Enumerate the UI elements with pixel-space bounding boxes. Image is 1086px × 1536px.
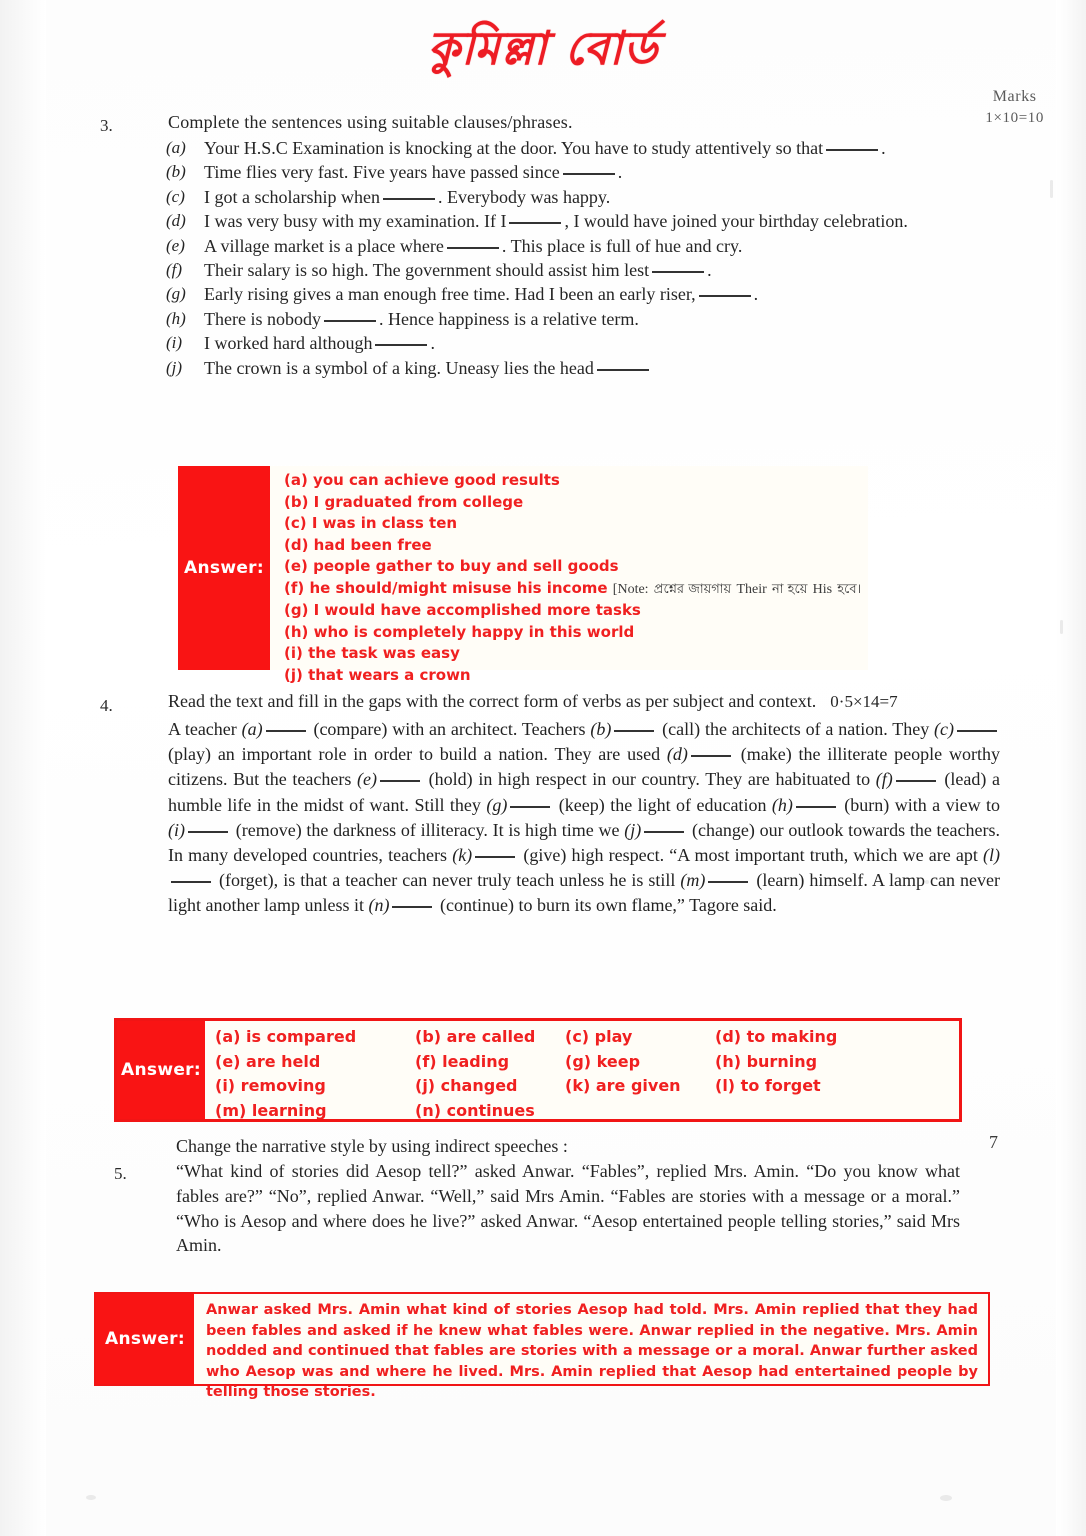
answer-note-bengali-3: হবে। [837,581,862,597]
answer-line-text: (i) the task was easy [284,644,460,663]
gap-label: (f) [875,769,893,790]
answer-note-keyword-his: His [812,581,833,597]
gap-label: (b) [590,719,612,740]
fill-in-blank [699,295,751,297]
fill-in-blank [266,730,306,732]
scan-speckle [940,1495,952,1501]
answer-content [205,1021,959,1119]
item-text-after: . [881,138,886,158]
item-text-after: . [430,333,435,354]
question-5-number: 5. [114,1164,127,1183]
question-3-item [160,186,920,209]
item-text-before: Their salary is so high. The government should assist him lest [204,259,650,280]
answer-line-text: (c) I was in class ten [284,514,458,533]
scan-speckle [1050,180,1053,198]
item-label: (j) [166,357,183,377]
fill-in-blank [510,806,550,808]
passage-text: (play) an important role in order to build a nation. They are used [168,744,667,765]
item-text-before: Your H.S.C Examination is knocking at the door. You have to study attentively so that [204,138,824,158]
passage-text: (make) the illiterate people worthy citizens. But the teachers [168,744,1000,790]
question-3 [100,112,920,381]
item-label: (c) [166,186,185,206]
answer-cell: (i) removing [215,1076,326,1096]
passage-text: (give) high respect. “A most important truth, which we are apt [518,844,984,865]
gap-label: (i) [168,819,185,840]
question-3-item [160,283,920,306]
gap-label: (j) [624,819,642,840]
fill-in-blank [796,806,836,808]
fill-in-blank [614,730,654,732]
answer-line [284,470,868,492]
gap-label: (g) [486,794,508,815]
answer-cell: (f) leading [415,1051,510,1071]
item-text-before: I got a scholarship when [204,186,380,207]
answer-label: Answer: [178,466,270,670]
answer-note-bengali-1: প্রশ্নের জায়গায় [653,581,732,597]
item-label: (b) [166,162,186,182]
question-4-number: 4. [100,696,113,715]
answer-box-question-5 [94,1292,990,1401]
item-label: (i) [166,333,183,353]
answer-line [284,665,868,687]
answer-cell-empty [715,1099,959,1123]
answer-note-keyword-their: Their [736,581,767,597]
answer-content: Anwar asked Mrs. Amin what kind of stories Aesop had told. Mrs. Amin replied that they had been fables and asked if he knew what fables were. Anwar replied in the negative. Mrs. Amin nodded and continued that fables are stories with a message or a moral. Anwar further asked who Aesop was and where he lived. Mrs. Amin replied that Aesop had entertained people by telling those stories. [206,1302,978,1401]
gap-label: (c) [934,719,955,740]
answer-line-text: (e) people gather to buy and sell goods [284,557,619,576]
answer-line [284,622,868,644]
answer-line-text: (j) that wears a crown [284,665,471,684]
board-title: কুমিল্লা বোর্ড [427,21,659,75]
gap-label: (m) [680,870,706,891]
gap-label: (l) [983,844,1001,865]
question-3-item [160,161,920,184]
answer-line [284,578,868,600]
answer-line [284,513,868,535]
fill-in-blank [188,831,228,833]
fill-in-blank [171,881,211,883]
question-3-item [160,210,920,233]
answer-line [284,535,868,557]
answer-cell: (e) are held [215,1051,321,1071]
fill-in-blank [447,247,499,249]
answer-cell: (g) keep [565,1051,641,1071]
fill-in-blank [563,173,615,175]
scan-edge-right [1056,0,1086,1536]
answer-line-text: (f) he should/might misuse his income [284,578,608,597]
item-label: (d) [166,211,186,231]
passage-text: (lead) a humble life in the midst of want. Still they [168,769,1000,815]
passage-text: (call) the architects of a nation. They [657,719,935,740]
page-number: 7 [989,1132,998,1152]
question-4-passage [168,717,1000,919]
fill-in-blank [392,906,432,908]
item-label: (g) [166,284,186,304]
item-text-before: A village market is a place where [204,235,444,256]
item-text-after: . Everybody was happy. [437,186,611,207]
passage-text: (burn) with a view to [838,794,1000,815]
question-4-marks: 0·5×14=7 [830,692,898,711]
answer-line [284,492,868,514]
item-label: (e) [166,235,185,255]
scan-speckle [86,1495,96,1500]
question-5-instruction: Change the narrative style by using indirect speeches : [176,1136,568,1156]
fill-in-blank [324,320,376,322]
answer-line-text: (a) you can achieve good results [284,471,560,489]
fill-in-blank [708,881,748,883]
question-3-item [160,259,920,282]
item-text-after: . Hence happiness is a relative term. [378,308,639,329]
fill-in-blank [691,755,731,757]
marks-block [985,86,1044,128]
fill-in-blank [957,730,997,732]
item-text-after: . [617,162,623,183]
answer-box-question-3 [178,466,868,684]
answer-cell: (j) changed [415,1076,518,1096]
passage-text: (learn) himself. A lamp can never light another lamp unless it [168,870,1000,916]
answer-line-text: (b) I graduated from college [284,492,524,511]
answer-line-text: (g) I would have accomplished more tasks [284,601,641,620]
item-text-before: There is nobody [204,308,321,329]
marks-label: Marks [992,88,1037,105]
question-4 [100,690,1000,919]
fill-in-blank [375,344,427,346]
item-text-after: . [753,284,759,305]
question-3-item [160,332,920,355]
fill-in-blank [652,271,704,273]
passage-text: (forget), is that a teacher can never truly teach unless he is still [214,870,681,891]
gap-label: (n) [368,895,390,916]
item-text-before: I was very busy with my examination. If I [204,211,507,232]
answer-cell-empty [565,1099,715,1123]
fill-in-blank [644,831,684,833]
answer-note-prefix: [Note: [612,581,649,597]
question-3-item [160,357,920,380]
question-4-instruction: Read the text and fill in the gaps with the correct form of verbs as per subject and context. [168,691,817,711]
item-text-before: The crown is a symbol of a king. Uneasy lies the head [204,357,594,378]
fill-in-blank [826,149,878,151]
fill-in-blank [383,198,435,200]
item-label: (f) [166,259,183,279]
gap-label: (k) [452,844,473,865]
answer-label: Answer: [96,1294,194,1384]
gap-label: (d) [666,744,688,765]
fill-in-blank [475,856,515,858]
answer-line [284,600,868,622]
question-3-item-list [160,137,920,380]
fill-in-blank [509,222,561,224]
item-text-before: Early rising gives a man enough free time. Had I been an early riser, [204,284,696,305]
passage-text: (continue) to burn its own flame,” Tagore said. [435,895,777,916]
item-label: (a) [166,138,186,157]
passage-text: (keep) the light of education [553,794,772,815]
question-3-number: 3. [100,116,113,135]
passage-text: (change) our outlook towards the teachers. In many developed countries, teachers [168,819,1000,865]
answer-label: Answer: [117,1021,205,1119]
answer-cell: (c) play [565,1027,633,1046]
passage-text: A teacher [168,719,242,740]
gap-label: (h) [771,794,793,815]
answer-line [284,643,868,665]
item-label: (h) [166,308,186,328]
answer-note-bengali-2: না হয়ে [772,581,808,597]
question-3-instruction: Complete the sentences using suitable clauses/phrases. [168,112,573,132]
answer-cell: (m) learning [215,1101,327,1121]
marks-value: 1×10=10 [985,109,1044,126]
question-4-instruction-row [168,690,1000,713]
question-3-item [160,137,920,160]
answer-line-text: (h) who is completely happy in this world [284,622,635,641]
fill-in-blank [896,780,936,782]
answer-cell: (a) is compared [215,1027,357,1046]
question-3-item [160,235,920,258]
scan-edge-left [0,0,46,1536]
question-5 [100,1136,960,1258]
answer-cell: (d) to making [715,1027,838,1046]
answer-cell: (b) are called [415,1027,536,1046]
answer-content [270,466,868,684]
scan-speckle [1060,620,1063,634]
answer-cell: (h) burning [715,1051,818,1071]
answer-line-text: (d) had been free [284,535,432,554]
fill-in-blank [597,369,649,371]
item-text-after: . [707,259,712,280]
answer-line [284,556,868,578]
answer-grid [215,1025,959,1123]
fill-in-blank [380,780,420,782]
answer-cell: (n) continues [415,1101,535,1121]
passage-text: (remove) the darkness of illiteracy. It is high time we [231,819,625,840]
answer-cell: (l) to forget [715,1076,821,1096]
item-text-after: . This place is full of hue and cry. [501,235,743,256]
question-3-item [160,308,920,331]
gap-label: (e) [357,769,378,790]
answer-box-question-4 [114,1018,962,1122]
passage-text: (hold) in high respect in our country. They are habituated to [423,769,876,790]
item-text-before: I worked hard although [204,333,373,354]
question-5-passage: “What kind of stories did Aesop tell?” asked Anwar. “Fables”, replied Mrs. Amin. “Do you know what fables are?” “No”, replied Anwar. “Well,” said Mrs Amin. “Fables are stories with a message or a moral.” “Who is Aesop and where does he live?” asked Anwar. “Aesop entertained people telling stories,” said Mrs Amin. [176,1161,960,1256]
item-text-before: Time flies very fast. Five years have passed since [204,162,560,183]
answer-cell: (k) are given [565,1076,681,1096]
item-text-after: , I would have joined your birthday celebration. [564,211,908,232]
passage-text: (compare) with an architect. Teachers [308,719,591,740]
gap-label: (a) [241,719,263,740]
